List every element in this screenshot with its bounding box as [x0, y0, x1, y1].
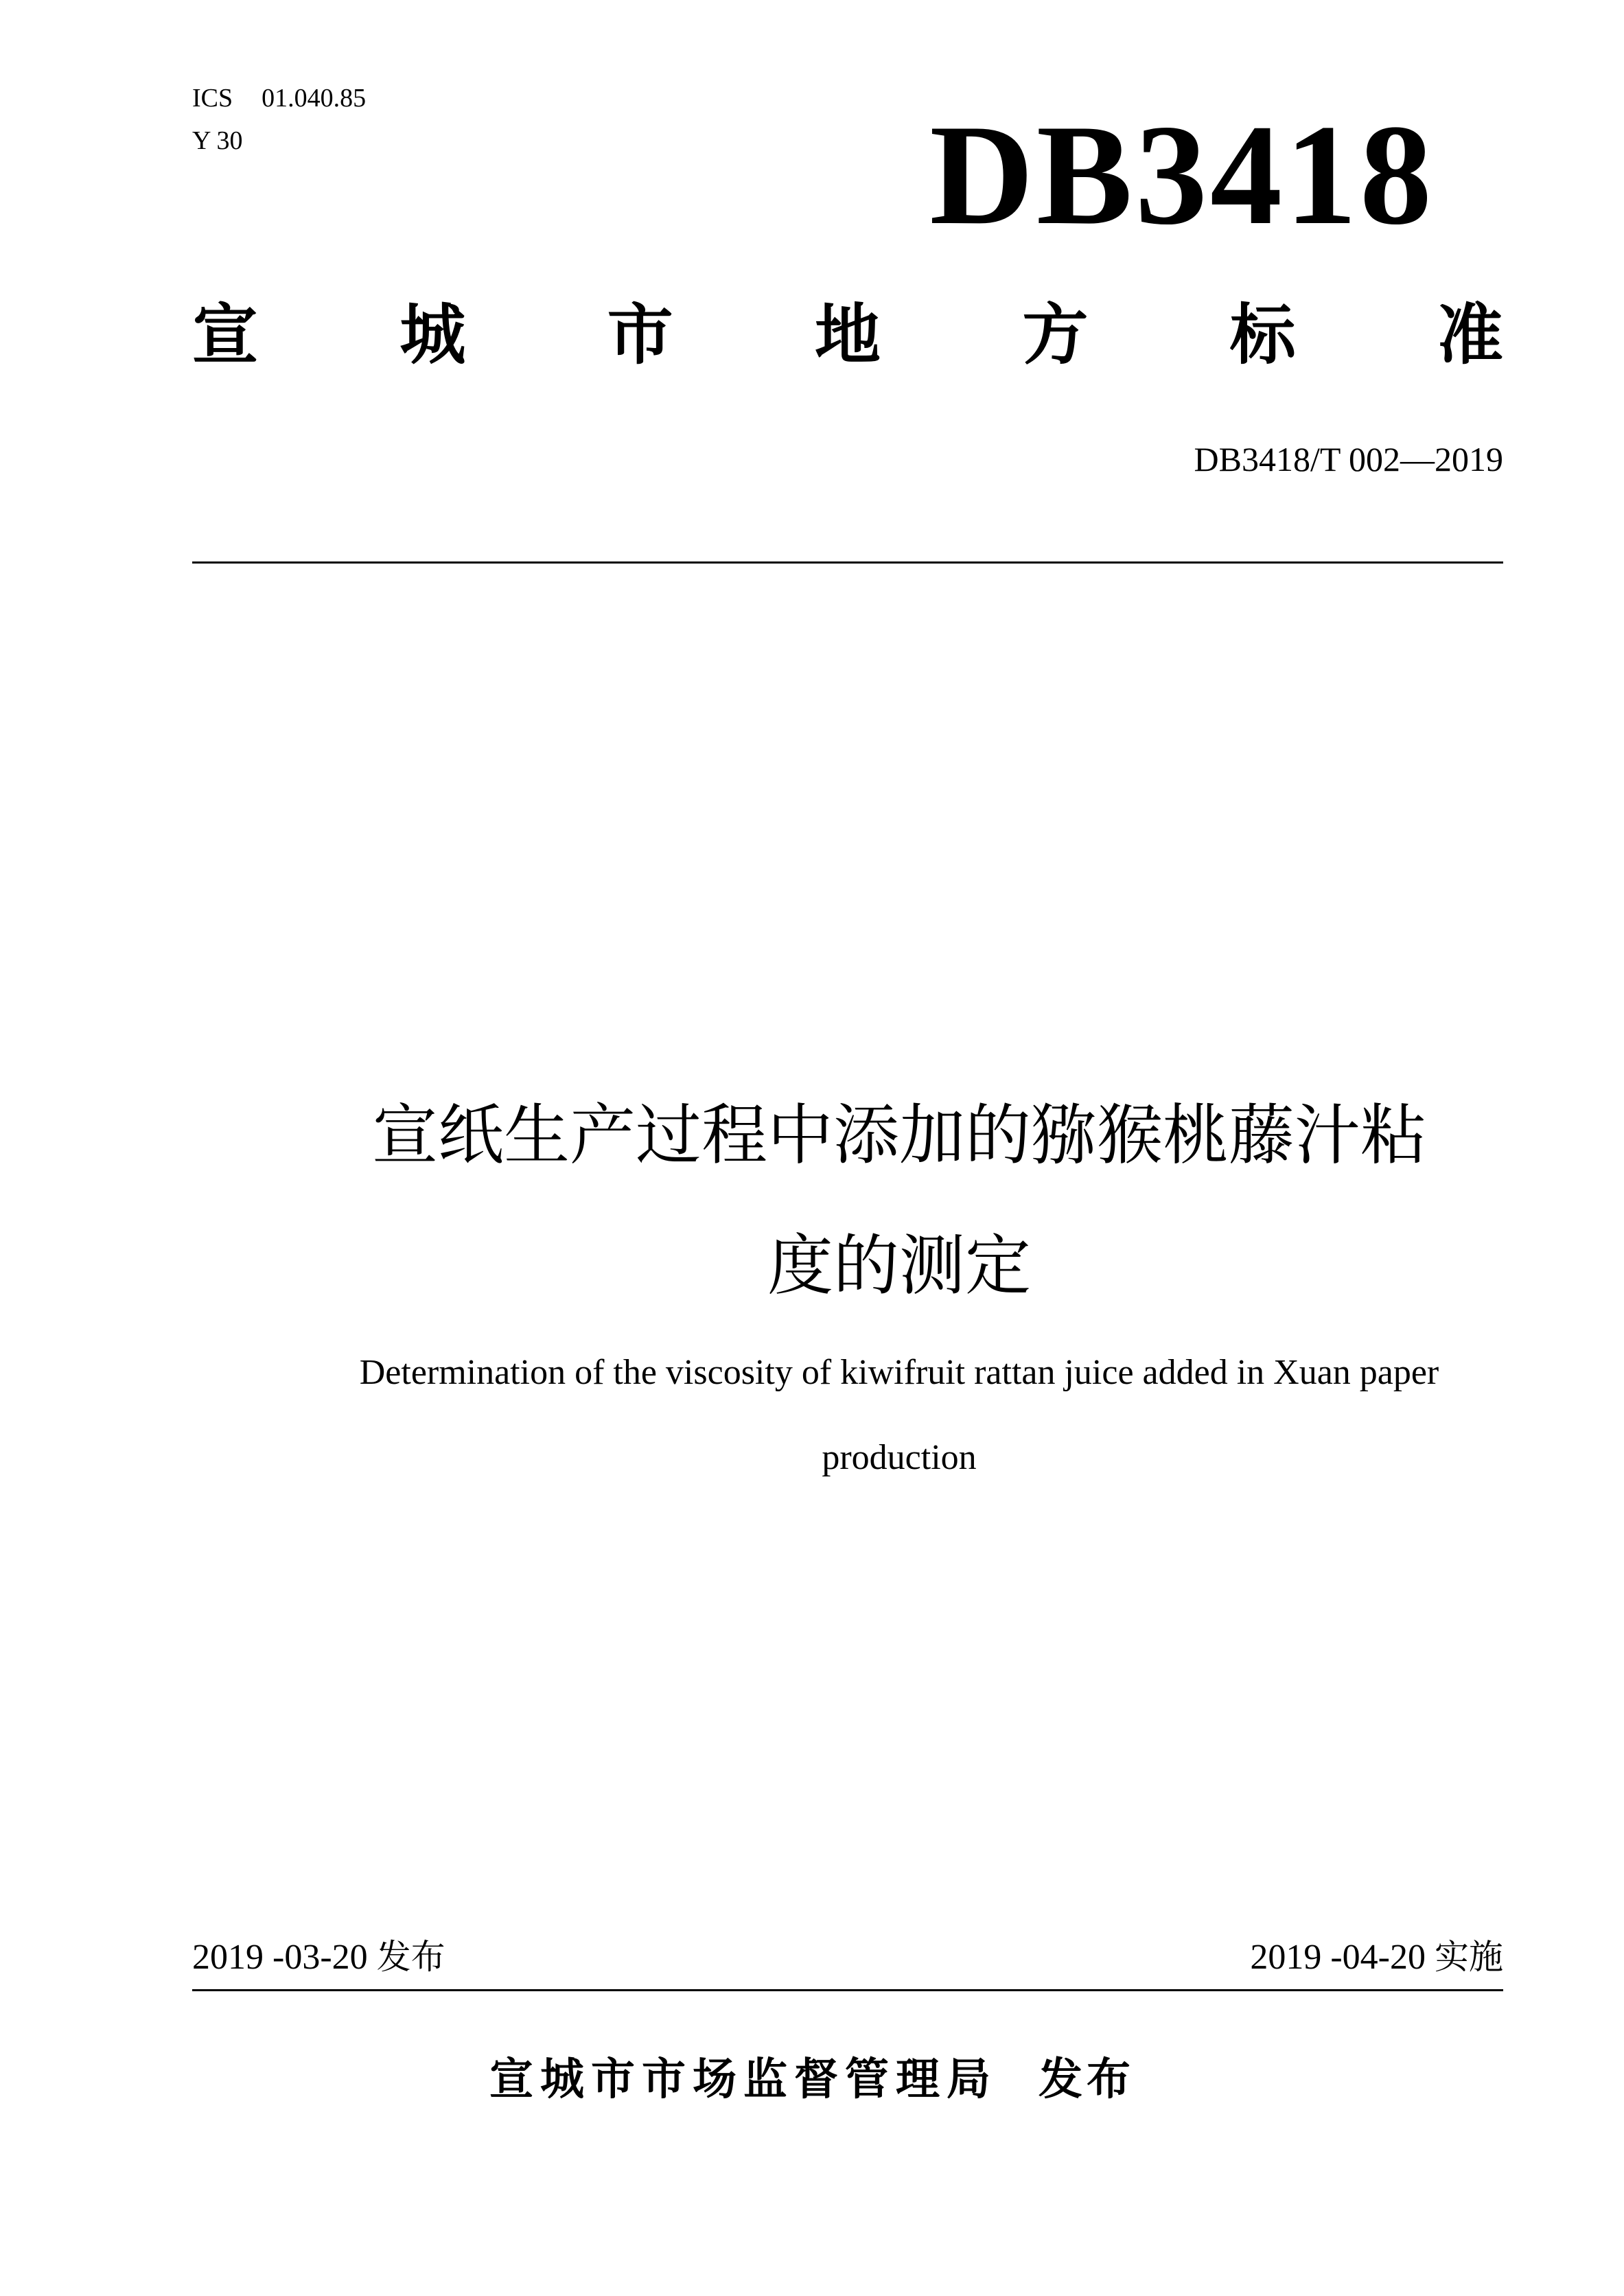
implementation-date: [1250, 1937, 1503, 1977]
publisher-action: 发布: [1039, 2054, 1135, 2105]
implementation-date-label: 实施: [1435, 1937, 1503, 1977]
category-char: 市: [607, 297, 673, 373]
implementation-date-value: 2019 -04-20: [1250, 1938, 1426, 1977]
standard-category: [192, 297, 1503, 373]
issue-date-value: 2019 -03-20: [192, 1938, 368, 1977]
footer-divider: [192, 1989, 1503, 1991]
category-char: 地: [814, 297, 881, 373]
title-en-line-1: Determination of the viscosity of kiwifruit rattan juice added in Xuan paper: [359, 1353, 1439, 1392]
category-char: 准: [1437, 297, 1503, 373]
header-divider: [192, 561, 1503, 564]
issue-date: [192, 1937, 445, 1977]
publisher: [0, 2054, 1624, 2105]
category-char: 方: [1022, 297, 1089, 373]
ics-code: 01.040.85: [262, 84, 367, 113]
title-cn-line-2: 度的测定: [767, 1227, 1031, 1304]
ics-label: ICS: [192, 84, 233, 113]
issue-date-label: 发布: [376, 1937, 445, 1977]
standard-number: DB3418/T 002—2019: [1194, 440, 1503, 478]
publisher-name: 宣城市市场监督管理局: [489, 2054, 997, 2105]
category-char: 城: [399, 297, 466, 373]
category-char: 标: [1229, 297, 1296, 373]
title-cn-line-1: 宣纸生产过程中添加的猕猴桃藤汁粘: [372, 1097, 1426, 1174]
ics-classification: [192, 85, 366, 111]
title-en-line-2: production: [822, 1438, 977, 1477]
ccs-classification: Y 30: [192, 126, 243, 155]
category-char: 宣: [192, 297, 258, 373]
standard-code-logo: DB3418: [929, 95, 1435, 255]
